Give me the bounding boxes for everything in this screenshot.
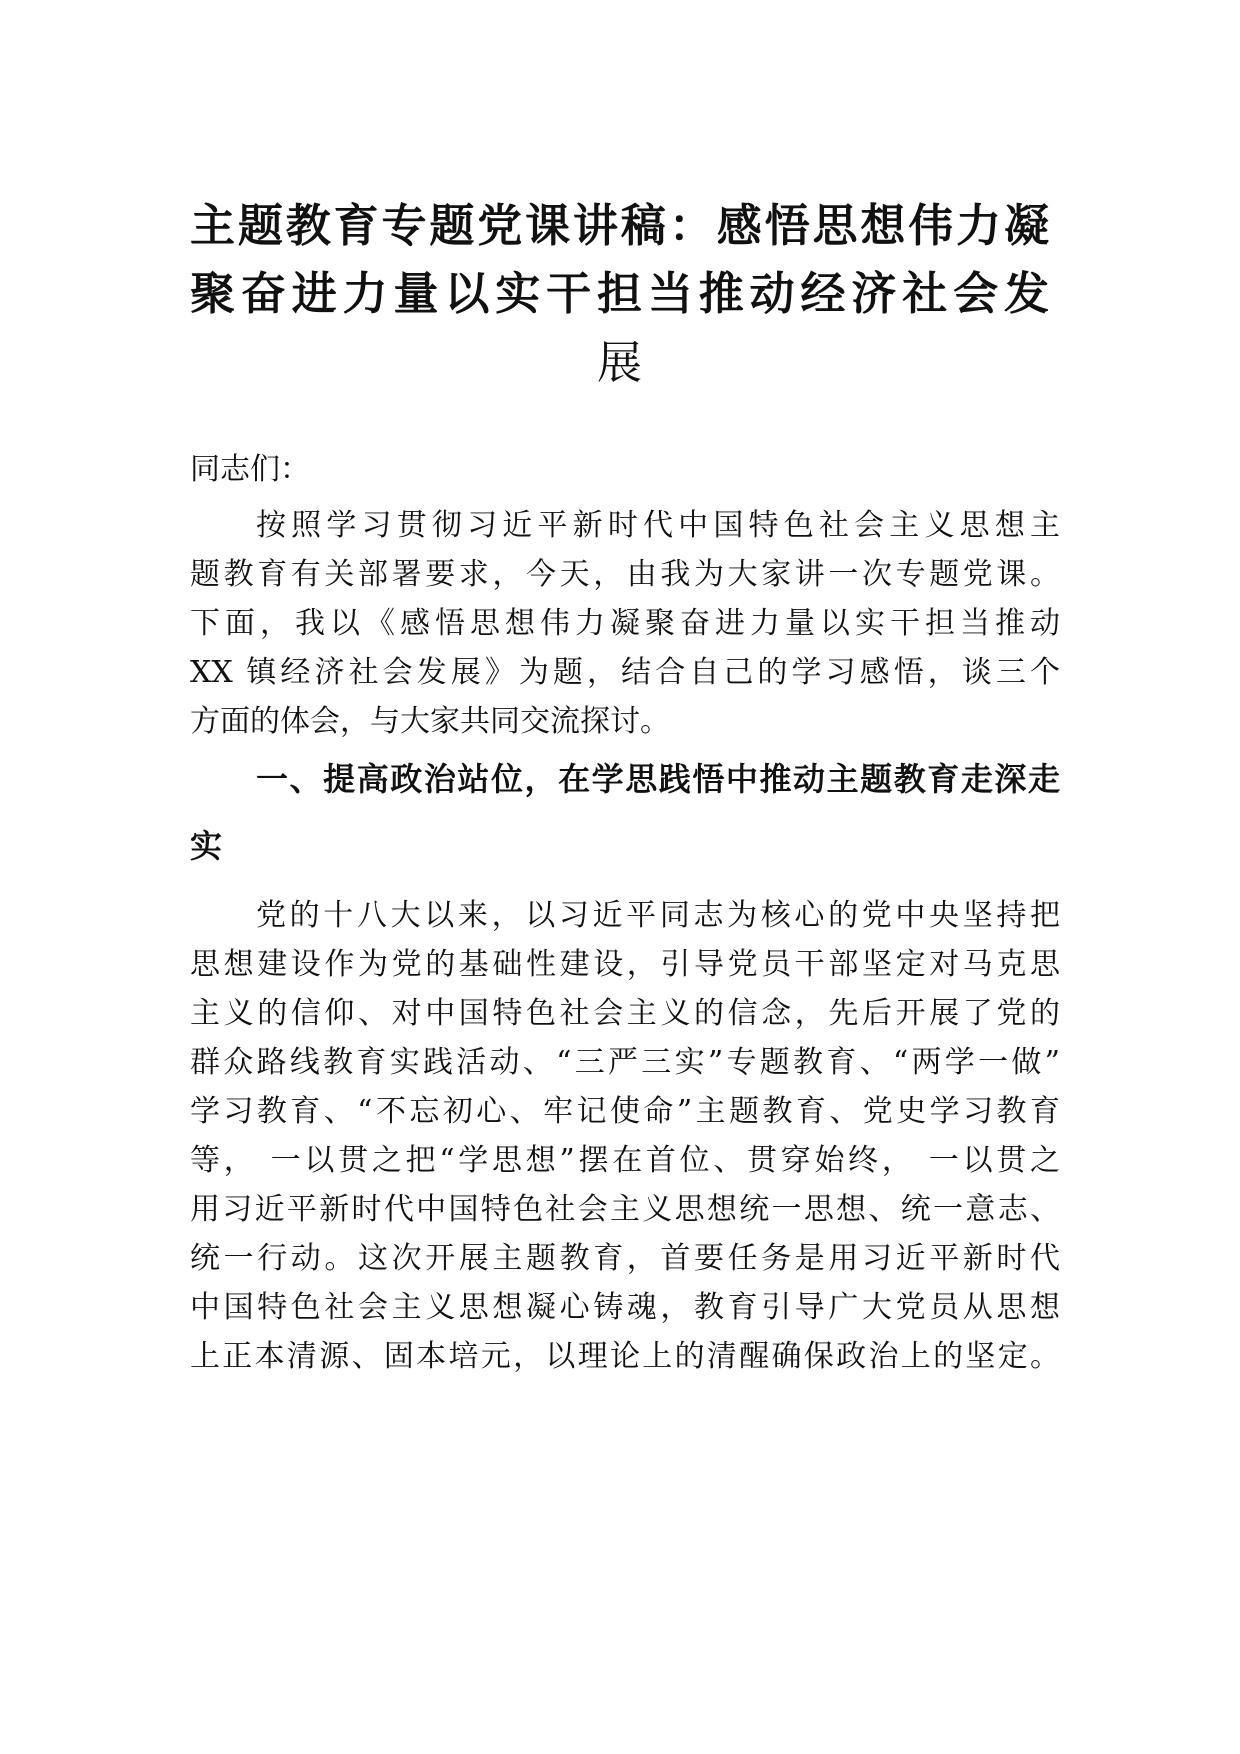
section-1-line: 统一行动。这次开展主题教育，首要任务是用习近平新时代 — [190, 1241, 1060, 1276]
document-title-line-3: 展 — [596, 336, 643, 389]
intro-line: XX 镇经济社会发展》为题，结合自己的学习感悟，谈三个 — [190, 655, 1060, 690]
section-1-line: 上正本清源、固本培元，以理论上的清醒确保政治上的坚定。 — [190, 1339, 1060, 1374]
salutation: 同志们： — [190, 452, 310, 487]
section-1-line: 中国特色社会主义思想凝心铸魂，教育引导广大党员从思想 — [190, 1290, 1060, 1325]
intro-line: 方面的体会，与大家共同交流探讨。 — [190, 704, 670, 739]
section-1-line: 等， 一以贯之把“学思想”摆在首位、贯穿始终， 一以贯之 — [190, 1143, 1060, 1178]
section-heading-1-cont: 实 — [190, 827, 223, 865]
document-title-line-1: 主题教育专题党课讲稿：感悟思想伟力凝 — [190, 199, 1050, 252]
section-1-line: 用习近平新时代中国特色社会主义思想统一思想、统一意志、 — [190, 1192, 1060, 1227]
intro-line: 下面，我以《感悟思想伟力凝聚奋进力量以实干担当推动 — [190, 606, 1060, 641]
section-1-line: 主义的信仰、对中国特色社会主义的信念，先后开展了党的 — [190, 996, 1060, 1031]
document-title-line-2: 聚奋进力量以实干担当推动经济社会发 — [190, 267, 1050, 320]
section-heading-1: 一、提高政治站位，在学思践悟中推动主题教育走深走 — [256, 760, 1060, 798]
intro-line: 按照学习贯彻习近平新时代中国特色社会主义思想主 — [256, 508, 1060, 543]
section-1-line: 思想建设作为党的基础性建设，引导党员干部坚定对马克思 — [190, 947, 1060, 982]
section-1-line: 群众路线教育实践活动、“三严三实”专题教育、“两学一做” — [190, 1045, 1060, 1080]
intro-line: 题教育有关部署要求，今天，由我为大家讲一次专题党课。 — [190, 557, 1060, 592]
section-1-line: 党的十八大以来，以习近平同志为核心的党中央坚持把 — [256, 898, 1060, 933]
section-1-line: 学习教育、“不忘初心、牢记使命”主题教育、党史学习教育 — [190, 1094, 1060, 1129]
